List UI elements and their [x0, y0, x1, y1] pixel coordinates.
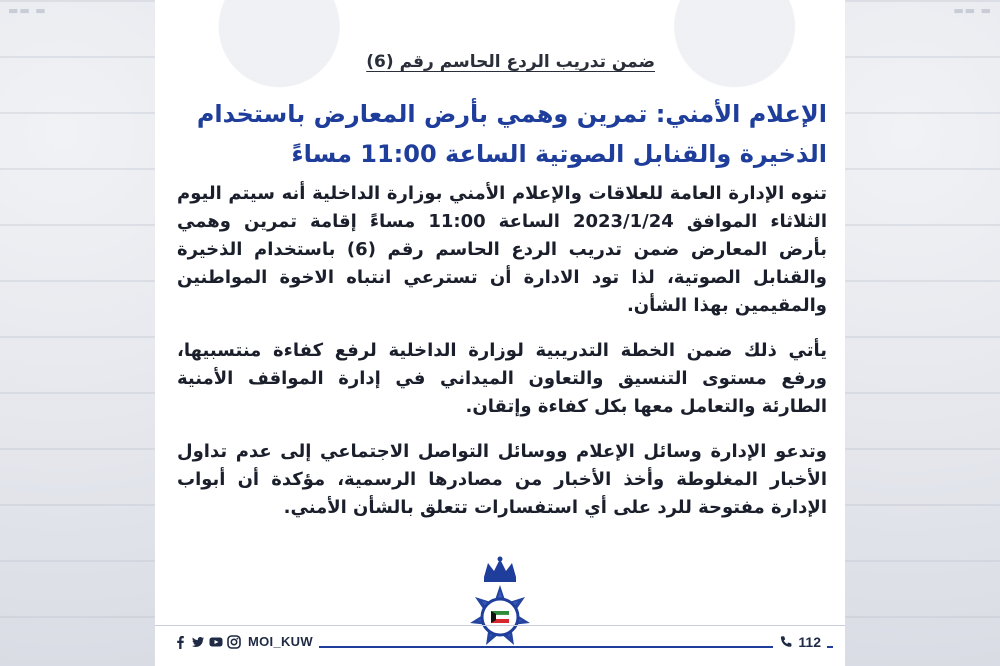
kuwait-flag-icon — [491, 611, 509, 623]
hotline-number: 112 — [798, 634, 821, 650]
subtitle: ضمن تدريب الردع الحاسم رقم (6) — [366, 52, 655, 72]
phone-icon — [779, 635, 793, 649]
background-ghost-text: ▬ ▬▬ — [953, 4, 992, 17]
paragraph-2: يأتي ذلك ضمن الخطة التدريبية لوزارة الداخلية لرفع كفاءة منتسبيها، ورفع مستوى التنسيق والتعاون الميداني في إدارة المواقف الأمنية الطارئة والتعامل معها بكل كفاءة وإتقان. — [177, 340, 827, 417]
facebook-icon[interactable] — [173, 635, 187, 649]
headline — [177, 94, 827, 174]
background-left-panel — [0, 0, 155, 666]
footer-bar — [155, 625, 845, 666]
background-right-panel — [845, 0, 1000, 666]
body-text — [177, 180, 827, 539]
instagram-icon[interactable] — [227, 635, 241, 649]
social-handle[interactable]: MOI_KUW — [248, 634, 313, 649]
headline-line-2: الذخيرة والقنابل الصوتية الساعة 11:00 مساءً — [291, 140, 827, 168]
headline-line-1: الإعلام الأمني: تمرين وهمي بأرض المعارض باستخدام — [196, 100, 827, 128]
announcement-card — [155, 0, 845, 666]
youtube-icon[interactable] — [209, 635, 223, 649]
background-ghost-text: ▬ ▬▬ — [8, 4, 47, 17]
paragraph-1: تنوه الإدارة العامة للعلاقات والإعلام الأمني بوزارة الداخلية أنه سيتم اليوم الثلاثاء الموافق 2023/1/24 الساعة 11:00 مساءً إقامة تمرين وهمي بأرض المعارض ضمن تدريب الردع الحاسم رقم (6) باستخدام الذخيرة والقنابل الصوتية، لذا تود الادارة أن تسترعي انتباه الاخوة المواطنين والمقيمين بهذا الشأن. — [177, 183, 827, 316]
hotline[interactable] — [773, 634, 827, 650]
twitter-icon[interactable] — [191, 635, 205, 649]
social-links — [167, 634, 319, 649]
paragraph-3: وتدعو الإدارة وسائل الإعلام ووسائل التواصل الاجتماعي إلى عدم تداول الأخبار المغلوطة وأخذ الأخبار من مصادرها الرسمية، مؤكدة أن أبواب الإدارة مفتوحة للرد على أي استفسارات تتعلق بالشأن الأمني. — [177, 441, 827, 518]
crown-icon — [484, 557, 516, 583]
